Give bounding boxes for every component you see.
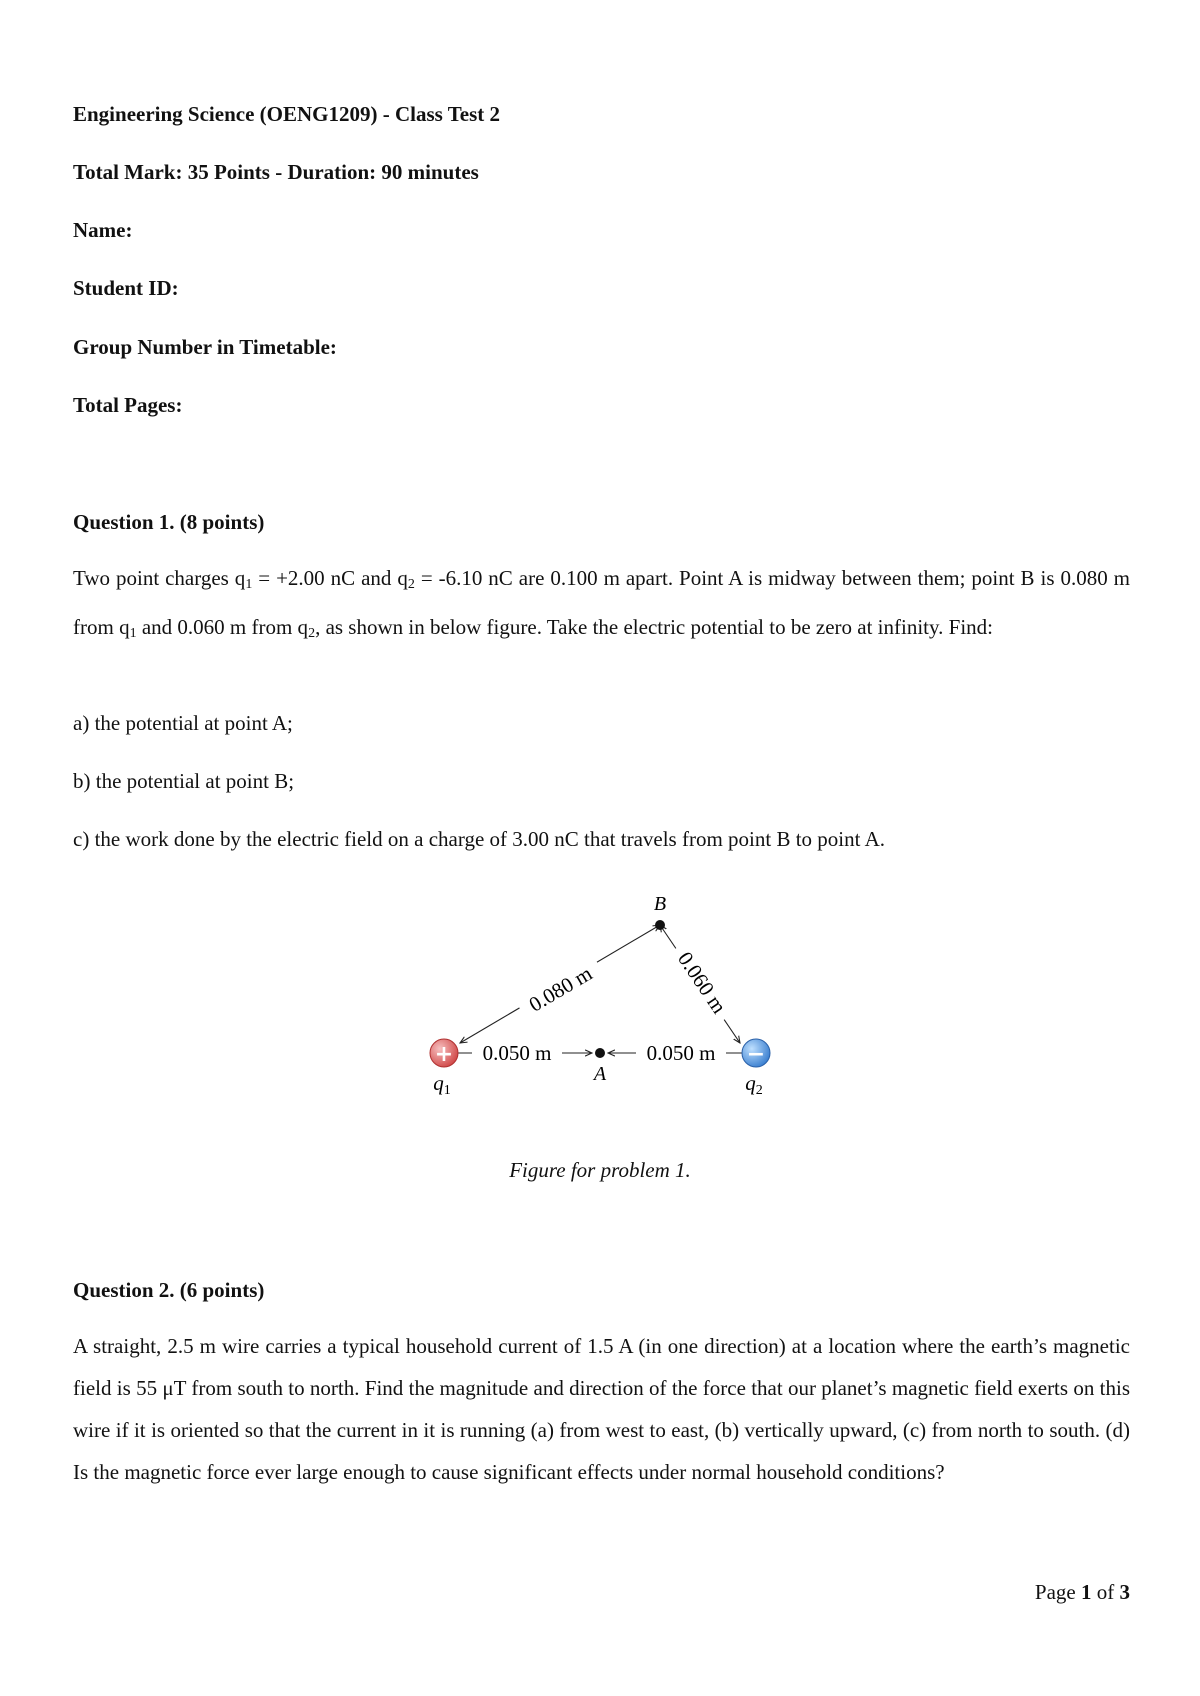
- charge-q1-label: q1: [433, 1071, 451, 1098]
- group-number-label: Group Number in Timetable:: [73, 335, 337, 359]
- name-label: Name:: [73, 218, 133, 242]
- minus-sign-icon: −: [746, 1042, 766, 1067]
- point-b-dot: [655, 920, 665, 930]
- page-number-footer: Page 1 of 3: [1034, 1580, 1130, 1604]
- figure-caption: Figure for problem 1.: [509, 1158, 691, 1182]
- question-1-part-a: a) the potential at point A;: [73, 711, 293, 735]
- dist-a-q2-label: 0.050 m: [646, 1041, 716, 1065]
- point-a-label: A: [593, 1063, 607, 1085]
- dist-b-q2-label: 0.060 m: [672, 947, 732, 1018]
- charge-q2-label: q2: [745, 1071, 763, 1098]
- total-pages-label: Total Pages:: [73, 393, 183, 417]
- charges-figure: [420, 880, 780, 1100]
- question-1-title: Question 1. (8 points): [73, 510, 265, 534]
- point-a-dot: [595, 1048, 605, 1058]
- question-1-part-c: c) the work done by the electric field on a charge of 3.00 nC that travels from point B to point A.: [73, 827, 885, 851]
- question-2-title: Question 2. (6 points): [73, 1278, 265, 1302]
- exam-title: Engineering Science (OENG1209) - Class Test 2: [73, 102, 501, 126]
- total-mark-line: Total Mark: 35 Points - Duration: 90 minutes: [73, 160, 479, 184]
- dist-q1-a-label: 0.050 m: [482, 1041, 552, 1065]
- question-1-part-b: b) the potential at point B;: [73, 769, 295, 793]
- question-2-text: A straight, 2.5 m wire carries a typical household current of 1.5 A (in one direction) at a location where the earth’s magnetic field is 55 μT from south to north. Find the magnitude and direction of the force that our planet’s magnetic field exerts on this wire if it is oriented so that the current in it is running (a) from west to east, (b) vertically upward, (c) from north to south. (d) Is the magnetic force ever large enough to cause significant effects under normal household conditions?: [73, 1334, 1130, 1484]
- dist-q1-b-label: 0.080 m: [524, 961, 597, 1017]
- student-id-label: Student ID:: [73, 276, 179, 300]
- question-1-text: Two point charges $q_1 = +2.00$ nC and $q_2 = -6.10$ nC are 0.100 m apart. Point A is midway between them; point B is 0.080 m from $q_1$ and 0.060 m from $q_2$, as shown in below figure. Take the electric potential to be zero at infinity. Find:: [73, 566, 1130, 641]
- point-b-label: B: [653, 893, 667, 915]
- plus-sign-icon: +: [434, 1042, 454, 1067]
